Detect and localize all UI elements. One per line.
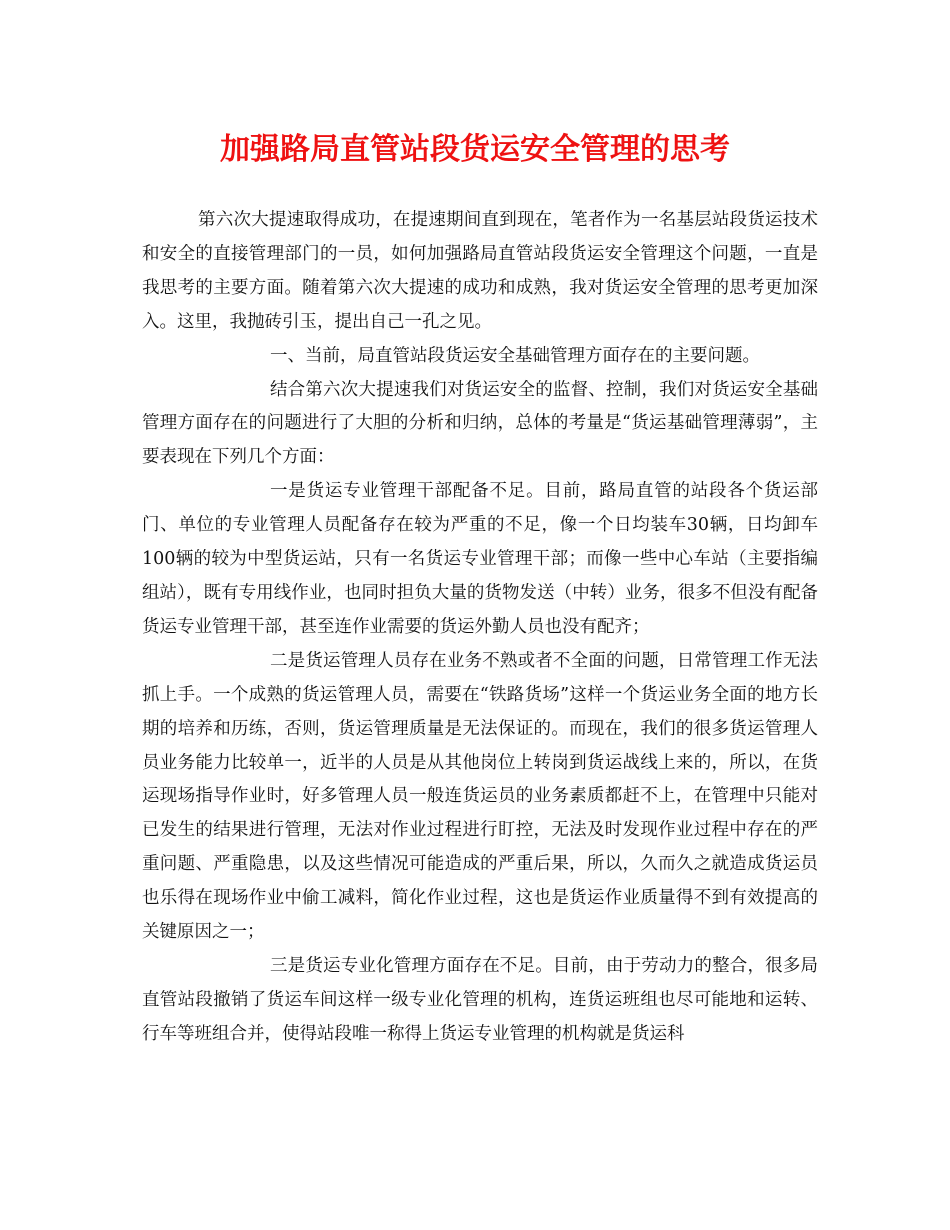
document-title: 加强路局直管站段货运安全管理的思考 — [220, 132, 730, 167]
document-body — [142, 204, 818, 1052]
paragraph-summary: 结合第六次大提速我们对货运安全的监督、控制，我们对货运安全基础管理方面存在的问题进行了大胆的分析和归纳，总体的考量是“货运基础管理薄弱”，主要表现在下列几个方面： — [142, 379, 818, 468]
paragraph-point-1: 一是货运专业管理干部配备不足。目前，路局直管的站段各个货运部门、单位的专业管理人员配备存在较为严重的不足，像一个日均装车30辆，日均卸车100辆的较为中型货运站，只有一名货运专业管理干部；而像一些中心车站（主要指编组站），既有专用线作业，也同时担负大量的货物发送（中转）业务，很多不但没有配备货运专业管理干部，甚至连作业需要的货运外勤人员也没有配齐； — [142, 481, 818, 637]
paragraph-point-2: 二是货运管理人员存在业务不熟或者不全面的问题，日常管理工作无法抓上手。一个成熟的货运管理人员，需要在“铁路货场”这样一个货运业务全面的地方长期的培养和历练，否则，货运管理质量是无法保证的。而现在，我们的很多货运管理人员业务能力比较单一，近半的人员是从其他岗位上转岗到货运战线上来的，所以，在货运现场指导作业时，好多管理人员一般连货运员的业务素质都赶不上，在管理中只能对已发生的结果进行管理，无法对作业过程进行盯控，无法及时发现作业过程中存在的严重问题、严重隐患，以及这些情况可能造成的严重后果，所以，久而久之就造成货运员也乐得在现场作业中偷工减料，简化作业过程，这也是货运作业质量得不到有效提高的关键原因之一； — [142, 650, 818, 943]
paragraph-point-3: 三是货运专业化管理方面存在不足。目前，由于劳动力的整合，很多局直管站段撤销了货运车间这样一级专业化管理的机构，连货运班组也尽可能地和运转、行车等班组合并，使得站段唯一称得上货运专业管理的机构就是货运科 — [142, 955, 818, 1044]
paragraph-intro: 第六次大提速取得成功，在提速期间直到现在，笔者作为一名基层站段货运技术和安全的直接管理部门的一员，如何加强路局直管站段货运安全管理这个问题，一直是我思考的主要方面。随着第六次大提速的成功和成熟，我对货运安全管理的思考更加深入。这里，我抛砖引玉，提出自己一孔之见。 — [142, 210, 818, 332]
section-heading-1: 一、当前，局直管站段货运安全基础管理方面存在的主要问题。 — [270, 345, 760, 366]
